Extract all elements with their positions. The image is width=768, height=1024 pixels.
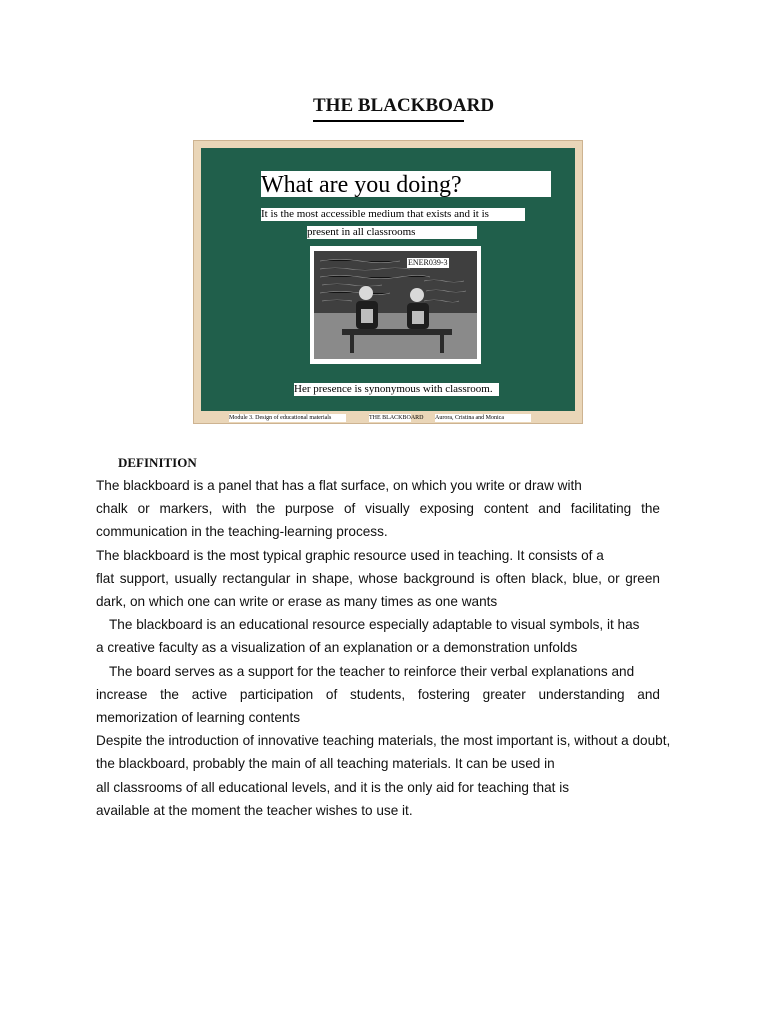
body-line: chalk or markers, with the purpose of visually exposing content and facilitating the [96, 501, 660, 517]
body-line: dark, on which one can write or erase as many times as one wants [96, 594, 498, 610]
body-line: The blackboard is a panel that has a flat surface, on which you write or draw with [96, 478, 582, 493]
board-footer-left: Module 3. Design of educational materials [229, 414, 346, 422]
photo-tag: ENER039-3 [408, 258, 448, 267]
photo-frame [310, 246, 481, 364]
body-line: all classrooms of all educational levels, and it is the only aid for teaching that is [96, 779, 570, 795]
board-footer-right: Aurora, Cristina and Monica [435, 414, 531, 422]
body-line: memorization of learning contents [96, 710, 301, 726]
body-line: available at the moment the teacher wishes to use it. [96, 802, 413, 818]
body-line: the blackboard, probably the main of all teaching materials. It can be used in [96, 756, 555, 772]
definition-body [96, 474, 671, 822]
body-line: a creative faculty as a visualization of an explanation or a demonstration unfolds [96, 640, 578, 656]
body-line: communication in the teaching-learning process. [96, 524, 388, 540]
board-heading: What are you doing? [261, 171, 551, 197]
body-line: The blackboard is the most typical graphic resource used in teaching. It consists of a [96, 547, 604, 563]
page-title: THE BLACKBOARD [313, 95, 495, 116]
board-text-line-2: present in all classrooms [307, 226, 477, 239]
body-line: The board serves as a support for the teacher to reinforce their verbal explanations and [109, 663, 635, 679]
definition-heading: DEFINITION [118, 455, 197, 470]
blackboard-surface [201, 148, 575, 411]
title-underline [313, 120, 464, 122]
board-footer-center: THE BLACKBOARD [369, 415, 424, 421]
body-line: increase the active participation of students, fostering greater understanding and [96, 686, 660, 702]
body-line: Despite the introduction of innovative teaching materials, the most important is, without a doubt, [96, 733, 671, 749]
board-caption: Her presence is synonymous with classroom. [294, 383, 499, 396]
blackboard-figure [193, 140, 583, 424]
body-line: The blackboard is an educational resource especially adaptable to visual symbols, it has [109, 617, 640, 633]
classroom-photo [314, 251, 477, 359]
body-line: flat support, usually rectangular in shape, whose background is often black, blue, or green [96, 570, 660, 586]
board-text-line-1: It is the most accessible medium that exists and it is [261, 208, 525, 221]
